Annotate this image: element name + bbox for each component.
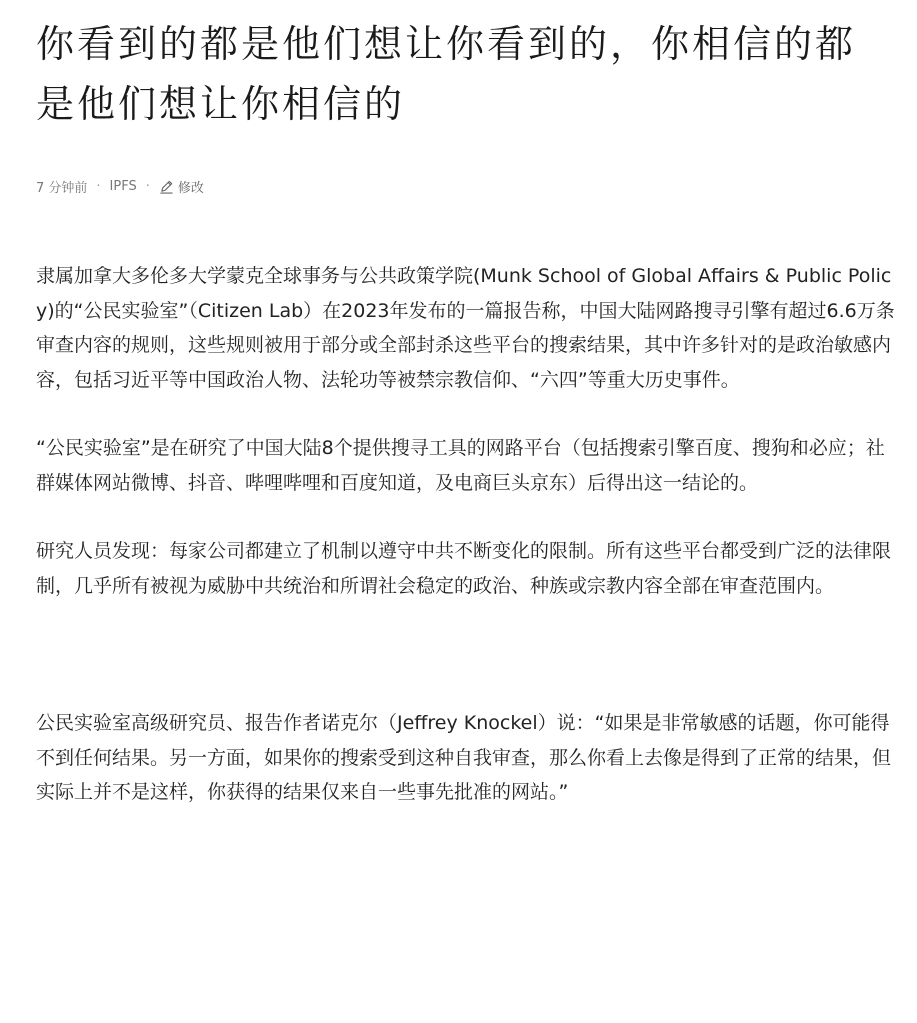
article-body — [36, 259, 898, 810]
paragraph: 隶属加拿大多伦多大学蒙克全球事务与公共政策学院(Munk School of Global Affairs & Public Policy)的“公民实验室”（Citizen Lab）在2023年发布的一篇报告称，中国大陆网路搜寻引擎有超过6.6万条审查内容的规则，这些规则被用于部分或全部封杀这些平台的搜索结果，其中许多针对的是政治敏感内容，包括习近平等中国政治人物、法轮功等被禁宗教信仰、“六四”等重大历史事件。 — [36, 265, 895, 391]
post-time: 7 分钟前 — [36, 180, 88, 196]
edit-label: 修改 — [177, 180, 204, 196]
source-label[interactable]: IPFS — [109, 178, 137, 194]
paragraph: “公民实验室”是在研究了中国大陆8个提供搜寻工具的网路平台（包括搜索引擎百度、搜狗和必应；社群媒体网站微博、抖音、哔哩哔哩和百度知道，及电商巨头京东）后得出这一结论的。 — [36, 437, 885, 494]
meta-separator: · — [145, 178, 150, 194]
article-title: 你看到的都是他们想让你看到的，你相信的都是他们想让你相信的 — [36, 22, 857, 126]
paragraph: 研究人员发现：每家公司都建立了机制以遵守中共不断变化的限制。所有这些平台都受到广泛的法律限制，几乎所有被视为威胁中共统治和所谓社会稳定的政治、种族或宗教内容全部在审查范围内。 — [36, 540, 892, 597]
article-meta — [36, 176, 898, 196]
meta-separator: · — [96, 178, 101, 194]
pencil-icon — [159, 179, 174, 194]
edit-button[interactable] — [159, 177, 204, 196]
paragraph: 公民实验室高级研究员、报告作者诺克尔（Jeffrey Knockel）说：“如果是非常敏感的话题，你可能得不到任何结果。另一方面，如果你的搜索受到这种自我审查，那么你看上去像是得到了正常的结果，但实际上并不是这样，你获得的结果仅来自一些事先批准的网站。” — [36, 712, 892, 803]
article — [36, 0, 898, 810]
